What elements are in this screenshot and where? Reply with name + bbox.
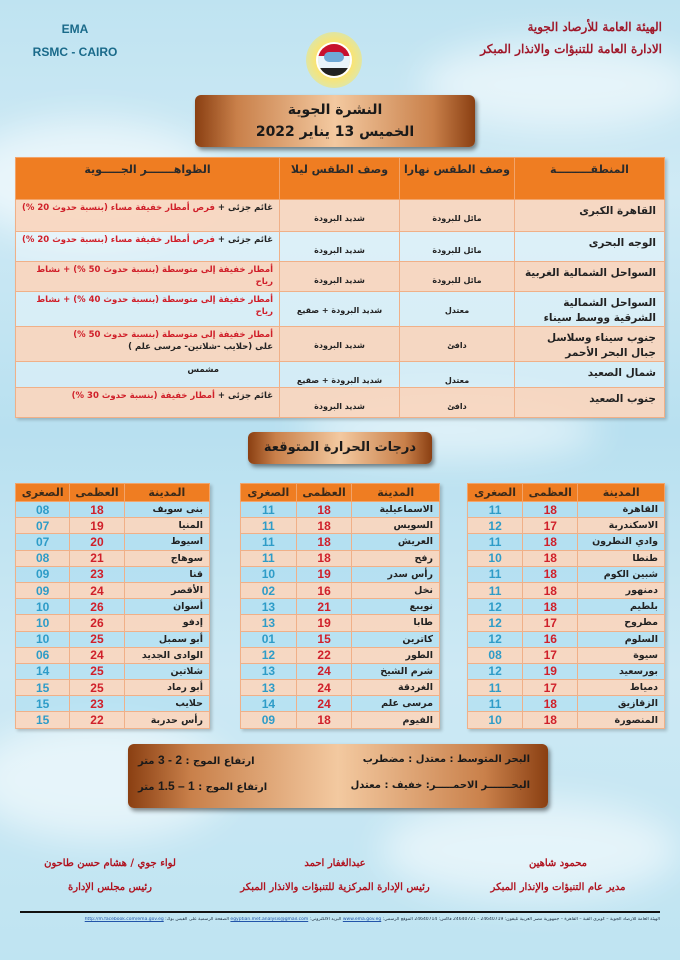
- temperature-row: [241, 566, 440, 582]
- temperature-row: [16, 631, 210, 647]
- min-temp: 10: [468, 550, 523, 566]
- day-cell: معتدل: [400, 362, 515, 388]
- max-temp: 18: [523, 534, 578, 550]
- temperature-row: [241, 518, 440, 534]
- region-cell: السواحل الشمالية الغربية: [515, 262, 665, 292]
- temperature-row: [468, 696, 665, 712]
- bulletin-date: الخميس 13 يناير 2022: [255, 124, 415, 140]
- min-temp: 12: [468, 599, 523, 615]
- night-cell: شديد البرودة: [280, 327, 400, 362]
- min-temp: 14: [16, 663, 70, 679]
- min-temp: 08: [16, 550, 70, 566]
- max-temp: 18: [523, 696, 578, 712]
- max-temp: 17: [523, 647, 578, 663]
- phen-alert-text: أمطار خفيفة إلى متوسطة (بنسبة حدوث 50 %) + نشاط رياح: [36, 265, 273, 287]
- signatory-name: محمود شاهين: [528, 858, 588, 869]
- col-max: العظمى: [70, 484, 124, 502]
- night-cell: شديد البرودة: [280, 262, 400, 292]
- temperature-table-delta: [467, 483, 665, 729]
- red-sea-row: [138, 778, 530, 804]
- red-sea-wave-value: 1 – 1.5: [157, 779, 195, 793]
- city-name: أبو سمبل: [124, 631, 209, 647]
- city-name: بورسعيد: [578, 663, 665, 679]
- min-temp: 11: [468, 696, 523, 712]
- city-name: سوهاج: [124, 550, 209, 566]
- col-region: المنطقـــــــــة: [515, 158, 665, 200]
- night-cell: شديد البرودة: [280, 388, 400, 418]
- day-cell: معتدل: [400, 292, 515, 327]
- max-temp: 23: [70, 696, 124, 712]
- min-temp: 13: [241, 599, 297, 615]
- phenomena-cell: [16, 327, 280, 362]
- col-min: الصغرى: [16, 484, 70, 502]
- temperature-row: [468, 582, 665, 598]
- footer-address: الهيئة العامة للأرصاد الجوية – كوبري القبة – القاهرة – جمهورية مصر العربية تليفون: 24640719 - 24640721 فاكس: 24640714 الموقع الرسمي:: [382, 917, 660, 922]
- min-temp: 11: [241, 502, 297, 518]
- max-temp: 18: [296, 534, 352, 550]
- max-temp: 17: [523, 615, 578, 631]
- city-name: نويبع: [352, 599, 440, 615]
- signatory-title: رئيس الإدارة المركزية للتنبؤات والانذار المبكر: [240, 882, 430, 893]
- temperature-row: [241, 647, 440, 663]
- min-temp: 11: [468, 582, 523, 598]
- temperature-row: [16, 534, 210, 550]
- max-temp: 16: [523, 631, 578, 647]
- city-name: القاهرة: [578, 502, 665, 518]
- city-name: الفيوم: [352, 712, 440, 728]
- city-name: دمنهور: [578, 582, 665, 598]
- temperature-row: [16, 680, 210, 696]
- temperature-row: [16, 550, 210, 566]
- max-temp: 26: [70, 615, 124, 631]
- temperature-row: [16, 566, 210, 582]
- min-temp: 12: [468, 663, 523, 679]
- phenomena-cell: [16, 362, 280, 388]
- phen-text: غائم جزئى +: [214, 391, 273, 401]
- region-cell: جنوب سيناء وسلاسل جبال البحر الأحمر: [515, 327, 665, 362]
- temperature-row: [468, 502, 665, 518]
- org-name: الهيئة العامة للأرصاد الجوية: [527, 20, 662, 34]
- min-temp: 02: [241, 582, 297, 598]
- max-temp: 17: [523, 680, 578, 696]
- forecast-row: [16, 200, 665, 232]
- min-temp: 11: [468, 566, 523, 582]
- max-temp: 18: [523, 599, 578, 615]
- phen-text: على (حلايب -شلاتين- مرسى علم ): [128, 342, 273, 352]
- min-temp: 09: [16, 566, 70, 582]
- max-temp: 18: [523, 502, 578, 518]
- city-name: وادي النطرون: [578, 534, 665, 550]
- city-name: الزقازيق: [578, 696, 665, 712]
- footer-contact: الهيئة العامة للأرصاد الجوية – كوبري القبة – القاهرة – جمهورية مصر العربية تليفون: 24640719 - 24640721 فاكس: 24640714 الموقع الرسمي: www.ema.gov.eg البريد الالكتروني: egyptian.met.analysis@gmail.com الصفحة الرسمية على الفيس بوك: http://m.facebook.com/ema.gov.eg: [84, 917, 660, 922]
- min-temp: 08: [468, 647, 523, 663]
- city-name: كاترين: [352, 631, 440, 647]
- signatory-name: لواء جوي / هشام حسن طاحون: [44, 858, 176, 869]
- col-city: المدينة: [124, 484, 209, 502]
- col-night: وصف الطقس ليلا: [280, 158, 400, 200]
- temperature-header-row: [241, 484, 440, 502]
- min-temp: 07: [16, 518, 70, 534]
- day-cell: مائل للبرودة: [400, 262, 515, 292]
- phen-alert-text: أمطار خفيفة إلى متوسطة (بنسبة حدوث 40 %) + نشاط رياح: [36, 295, 273, 317]
- max-temp: 18: [296, 518, 352, 534]
- header-right: [480, 16, 662, 60]
- min-temp: 09: [241, 712, 297, 728]
- forecast-header-row: [16, 158, 665, 200]
- col-city: المدينة: [352, 484, 440, 502]
- col-max: العظمى: [296, 484, 352, 502]
- signatures: [0, 852, 680, 892]
- forecast-row: [16, 232, 665, 262]
- city-name: شلاتين: [124, 663, 209, 679]
- max-temp: 22: [296, 647, 352, 663]
- max-temp: 18: [523, 566, 578, 582]
- phenomena-cell: [16, 292, 280, 327]
- forecast-row: [16, 292, 665, 327]
- col-city: المدينة: [578, 484, 665, 502]
- day-cell: مائل للبرودة: [400, 232, 515, 262]
- city-name: دمياط: [578, 680, 665, 696]
- min-temp: 10: [468, 712, 523, 728]
- temperature-row: [468, 712, 665, 728]
- temperature-header-row: [468, 484, 665, 502]
- temperature-row: [16, 582, 210, 598]
- min-temp: 13: [241, 680, 297, 696]
- max-temp: 24: [296, 663, 352, 679]
- temperature-row: [468, 518, 665, 534]
- min-temp: 08: [16, 502, 70, 518]
- max-temp: 17: [523, 518, 578, 534]
- city-name: رأس حدربة: [124, 712, 209, 728]
- temperature-row: [241, 534, 440, 550]
- max-temp: 19: [70, 518, 124, 534]
- city-name: أسوان: [124, 599, 209, 615]
- ema-logo-icon: [306, 32, 362, 88]
- max-temp: 19: [523, 663, 578, 679]
- temperature-row: [16, 502, 210, 518]
- min-temp: 07: [16, 534, 70, 550]
- city-name: رأس سدر: [352, 566, 440, 582]
- website-link[interactable]: www.ema.gov.eg: [342, 917, 382, 922]
- col-day: وصف الطقس نهارا: [400, 158, 515, 200]
- max-temp: 20: [70, 534, 124, 550]
- sea-state-plaque: [128, 744, 548, 808]
- temperature-table-upper-egypt: [15, 483, 210, 729]
- min-temp: 11: [468, 534, 523, 550]
- max-temp: 25: [70, 631, 124, 647]
- phen-alert-text: فرص أمطار خفيفة مساء (بنسبة حدوث 20 %): [22, 203, 215, 213]
- temperature-row: [241, 680, 440, 696]
- temperature-row: [16, 712, 210, 728]
- phen-text: غائم جزئى +: [214, 203, 273, 213]
- max-temp: 19: [296, 615, 352, 631]
- min-temp: 14: [241, 696, 297, 712]
- min-temp: 10: [16, 631, 70, 647]
- night-cell: شديد البرودة + صقيع: [280, 292, 400, 327]
- city-name: الوادى الجديد: [124, 647, 209, 663]
- temperatures-title: درجات الحرارة المتوقعة: [263, 440, 417, 455]
- min-temp: 11: [468, 680, 523, 696]
- red-sea-state: البحـــــــر الاحمـــــر: خفيف : معتدل: [350, 780, 530, 791]
- city-name: الطور: [352, 647, 440, 663]
- region-cell: السواحل الشمالية الشرقية ووسط سيناء: [515, 292, 665, 327]
- max-temp: 24: [70, 647, 124, 663]
- min-temp: 11: [241, 534, 297, 550]
- col-min: الصغرى: [468, 484, 523, 502]
- forecast-row: [16, 327, 665, 362]
- max-temp: 16: [296, 582, 352, 598]
- night-cell: شديد البرودة + صقيع: [280, 362, 400, 388]
- mediterranean-wave-value: 2 - 3: [157, 753, 183, 767]
- temperature-row: [468, 566, 665, 582]
- max-temp: 18: [523, 582, 578, 598]
- city-name: بلطيم: [578, 599, 665, 615]
- mediterranean-row: [138, 752, 530, 778]
- max-temp: 22: [70, 712, 124, 728]
- max-temp: 24: [70, 582, 124, 598]
- col-phenomena: الظواهـــــــر الجـــــوية: [16, 158, 280, 200]
- min-temp: 10: [16, 615, 70, 631]
- max-temp: 24: [296, 680, 352, 696]
- temperature-row: [241, 663, 440, 679]
- signature-chairman: [20, 852, 200, 900]
- org-abbrev: EMA: [61, 22, 89, 36]
- max-temp: 21: [70, 550, 124, 566]
- col-max: العظمى: [523, 484, 578, 502]
- min-temp: 10: [241, 566, 297, 582]
- min-temp: 11: [468, 502, 523, 518]
- max-temp: 25: [70, 680, 124, 696]
- temperature-row: [468, 599, 665, 615]
- min-temp: 12: [468, 631, 523, 647]
- max-temp: 15: [296, 631, 352, 647]
- temperature-row: [468, 631, 665, 647]
- region-cell: الوجه البحرى: [515, 232, 665, 262]
- day-cell: دافئ: [400, 327, 515, 362]
- department-name: الادارة العامة للتنبؤات والانذار المبكر: [480, 42, 662, 56]
- city-name: مرسى علم: [352, 696, 440, 712]
- min-temp: 11: [241, 518, 297, 534]
- header-left: [20, 18, 130, 64]
- city-name: الاسكندرية: [578, 518, 665, 534]
- temperature-row: [468, 663, 665, 679]
- max-temp: 18: [523, 712, 578, 728]
- max-temp: 18: [70, 502, 124, 518]
- signature-central-head: [235, 852, 435, 900]
- temperature-row: [468, 647, 665, 663]
- temperature-row: [16, 615, 210, 631]
- max-temp: 18: [523, 550, 578, 566]
- temperatures-title-plaque: [248, 432, 432, 464]
- phenomena-cell: [16, 232, 280, 262]
- phenomena-cell: [16, 262, 280, 292]
- signatory-title: رئيس مجلس الإدارة: [68, 882, 152, 893]
- city-name: طنطا: [578, 550, 665, 566]
- temperature-row: [241, 502, 440, 518]
- max-temp: 19: [296, 566, 352, 582]
- max-temp: 25: [70, 663, 124, 679]
- city-name: الاسماعيلية: [352, 502, 440, 518]
- region-cell: جنوب الصعيد: [515, 388, 665, 418]
- temperature-row: [241, 599, 440, 615]
- temperature-table-canal-sinai: [240, 483, 440, 729]
- temperature-row: [241, 696, 440, 712]
- signature-forecast-director: [458, 852, 658, 900]
- phen-text: غائم جزئى +: [214, 235, 273, 245]
- city-name: الغردقة: [352, 680, 440, 696]
- night-cell: شديد البرودة: [280, 200, 400, 232]
- phen-alert-text: فرص أمطار خفيفة مساء (بنسبة حدوث 20 %): [22, 235, 215, 245]
- city-name: السويس: [352, 518, 440, 534]
- region-cell: شمال الصعيد: [515, 362, 665, 388]
- logo-cloud-icon: [324, 52, 344, 62]
- day-cell: مائل للبرودة: [400, 200, 515, 232]
- city-name: حلايب: [124, 696, 209, 712]
- facebook-link[interactable]: http://m.facebook.com/ema.gov.eg: [84, 917, 164, 922]
- max-temp: 24: [296, 696, 352, 712]
- city-name: اسيوط: [124, 534, 209, 550]
- city-name: طابا: [352, 615, 440, 631]
- day-cell: دافئ: [400, 388, 515, 418]
- red-sea-wave: ارتفاع الموج : 1 – 1.5 متر: [138, 779, 268, 793]
- city-name: نخل: [352, 582, 440, 598]
- min-temp: 01: [241, 631, 297, 647]
- temperature-header-row: [16, 484, 210, 502]
- min-temp: 12: [468, 615, 523, 631]
- phen-alert-text: أمطار خفيفة (بنسبة حدوث 30 %): [71, 391, 215, 401]
- bulletin-title-plaque: [195, 95, 475, 147]
- temperature-row: [241, 582, 440, 598]
- footer-divider: [20, 911, 660, 913]
- phenomena-cell: [16, 200, 280, 232]
- temperature-row: [16, 518, 210, 534]
- region-cell: القاهرة الكبرى: [515, 200, 665, 232]
- min-temp: 15: [16, 712, 70, 728]
- max-temp: 18: [296, 550, 352, 566]
- max-temp: 23: [70, 566, 124, 582]
- temperature-row: [468, 615, 665, 631]
- min-temp: 11: [241, 550, 297, 566]
- mediterranean-state: البحر المتوسط : معتدل : مضطرب: [362, 754, 530, 765]
- bulletin-title: النشرة الجوية: [287, 102, 383, 118]
- min-temp: 15: [16, 680, 70, 696]
- phenomena-cell: [16, 388, 280, 418]
- temperature-row: [241, 615, 440, 631]
- forecast-row: [16, 362, 665, 388]
- city-name: المنصورة: [578, 712, 665, 728]
- forecast-row: [16, 388, 665, 418]
- city-name: شبين الكوم: [578, 566, 665, 582]
- city-name: سيوة: [578, 647, 665, 663]
- temperature-row: [468, 550, 665, 566]
- temperature-row: [468, 680, 665, 696]
- email-link[interactable]: egyptian.met.analysis@gmail.com: [230, 917, 309, 922]
- min-temp: 12: [468, 518, 523, 534]
- min-temp: 15: [16, 696, 70, 712]
- forecast-table: [15, 157, 665, 418]
- phen-alert-text: أمطار خفيفة إلى متوسطة (بنسبة حدوث 50 %): [73, 330, 273, 340]
- col-min: الصغرى: [241, 484, 297, 502]
- temperature-row: [16, 599, 210, 615]
- min-temp: 06: [16, 647, 70, 663]
- signatory-title: مدير عام التنبؤات والإنذار المبكر: [490, 882, 626, 893]
- city-name: السلوم: [578, 631, 665, 647]
- city-name: مطروح: [578, 615, 665, 631]
- city-name: أبو رماد: [124, 680, 209, 696]
- rsmc-label: RSMC - CAIRO: [32, 45, 118, 59]
- temperature-row: [241, 712, 440, 728]
- temperature-row: [16, 663, 210, 679]
- max-temp: 21: [296, 599, 352, 615]
- temperature-row: [16, 647, 210, 663]
- min-temp: 13: [241, 615, 297, 631]
- city-name: قنا: [124, 566, 209, 582]
- temperature-row: [241, 631, 440, 647]
- temperature-row: [468, 534, 665, 550]
- night-cell: شديد البرودة: [280, 232, 400, 262]
- city-name: إدفو: [124, 615, 209, 631]
- min-temp: 12: [241, 647, 297, 663]
- min-temp: 13: [241, 663, 297, 679]
- temperature-row: [16, 696, 210, 712]
- min-temp: 09: [16, 582, 70, 598]
- city-name: العريش: [352, 534, 440, 550]
- city-name: شرم الشيخ: [352, 663, 440, 679]
- phen-text: مشمس: [187, 365, 219, 375]
- max-temp: 18: [296, 502, 352, 518]
- temperature-row: [241, 550, 440, 566]
- signatory-name: عبدالغفار احمد: [304, 858, 366, 869]
- forecast-row: [16, 262, 665, 292]
- min-temp: 10: [16, 599, 70, 615]
- city-name: المنيا: [124, 518, 209, 534]
- city-name: رفح: [352, 550, 440, 566]
- max-temp: 26: [70, 599, 124, 615]
- city-name: الأقصر: [124, 582, 209, 598]
- max-temp: 18: [296, 712, 352, 728]
- mediterranean-wave: ارتفاع الموج : 2 - 3 متر: [138, 753, 255, 767]
- city-name: بنى سويف: [124, 502, 209, 518]
